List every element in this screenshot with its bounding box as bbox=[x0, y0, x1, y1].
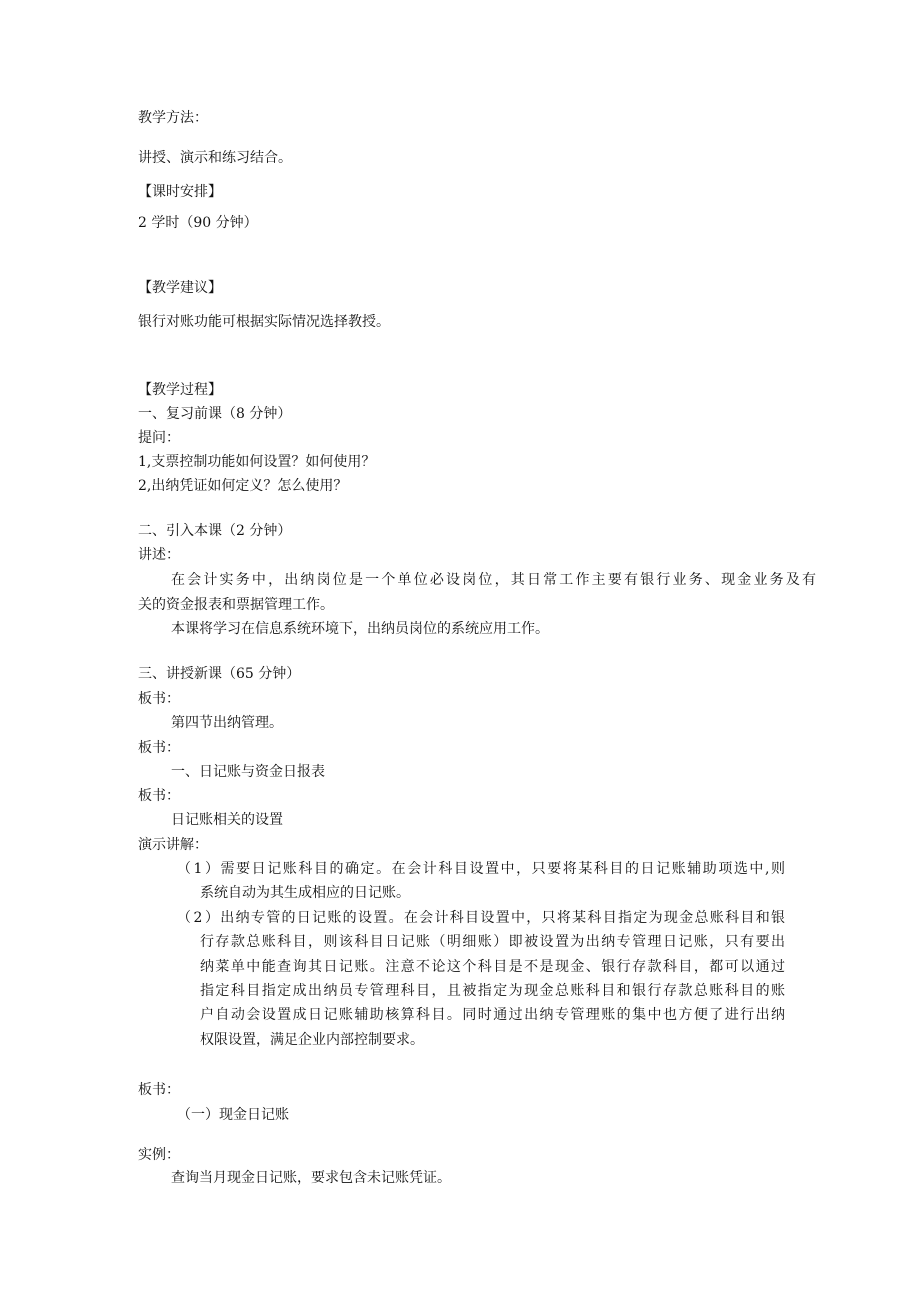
board-label: 板书： bbox=[138, 740, 180, 756]
example-text: 查询当月现金日记账，要求包含未记账凭证。 bbox=[171, 1170, 451, 1186]
question-2: 2,出纳凭证如何定义？怎么使用？ bbox=[138, 478, 348, 494]
narrate-label: 讲述： bbox=[138, 547, 180, 563]
advice-heading: 【教学建议】 bbox=[138, 280, 222, 296]
board-label: 板书： bbox=[138, 788, 180, 804]
list-item-2-line-6: 权限设置，满足企业内部控制要求。 bbox=[200, 1032, 424, 1048]
subsection-title: 一、日记账与资金日报表 bbox=[171, 764, 325, 780]
board-label: 板书： bbox=[138, 1082, 180, 1098]
subsection-setting: 日记账相关的设置 bbox=[171, 812, 283, 828]
method-text: 讲授、演示和练习结合。 bbox=[138, 150, 292, 166]
list-item-number: （2） bbox=[177, 910, 219, 926]
list-item-text: 出纳专管的日记账的设置。在会计科目设置中，只将某科目指定为现金总账科目和银 bbox=[219, 910, 785, 926]
method-label: 教学方法： bbox=[138, 110, 208, 126]
board-label: 板书： bbox=[138, 691, 180, 707]
cash-journal-heading: （一）现金日记账 bbox=[177, 1107, 289, 1123]
list-item-1-line-1 bbox=[177, 859, 785, 879]
list-item-2-line-2: 行存款总账科目，则该科目日记账（明细账）即被设置为出纳专管理日记账，只有要出 bbox=[200, 934, 785, 950]
section-title: 第四节出纳管理。 bbox=[171, 715, 283, 731]
intro-heading: 二、引入本课（2 分钟） bbox=[138, 523, 292, 539]
question-label: 提问： bbox=[138, 430, 180, 446]
list-item-2-line-1 bbox=[177, 908, 785, 928]
schedule-text: 2 学时（90 分钟） bbox=[138, 215, 258, 231]
schedule-heading: 【课时安排】 bbox=[138, 184, 222, 200]
process-heading: 【教学过程】 bbox=[138, 382, 222, 398]
list-item-number: （1） bbox=[177, 861, 219, 877]
list-item-2-line-5: 户自动会设置成日记账辅助核算科目。同时通过出纳专管理账的集中也方便了进行出纳 bbox=[200, 1007, 785, 1023]
review-heading: 一、复习前课（8 分钟） bbox=[138, 406, 292, 422]
example-label: 实例： bbox=[138, 1147, 180, 1163]
new-lesson-heading: 三、讲授新课（65 分钟） bbox=[138, 666, 301, 682]
list-item-text: 需要日记账科目的确定。在会计科目设置中，只要将某科目的日记账辅助项选中,则 bbox=[219, 861, 785, 877]
list-item-1-line-2: 系统自动为其生成相应的日记账。 bbox=[200, 885, 410, 901]
narrate-paragraph-1-line-1: 在会计实务中，出纳岗位是一个单位必设岗位，其日常工作主要有银行业务、现金业务及有 bbox=[171, 572, 816, 588]
narrate-paragraph-1-line-2: 关的资金报表和票据管理工作。 bbox=[138, 597, 334, 613]
narrate-paragraph-2: 本课将学习在信息系统环境下，出纳员岗位的系统应用工作。 bbox=[171, 621, 549, 637]
demo-label: 演示讲解： bbox=[138, 837, 208, 853]
advice-text: 银行对账功能可根据实际情况选择教授。 bbox=[138, 314, 390, 330]
list-item-2-line-4: 指定科目指定成出纳员专管理科目，且被指定为现金总账科目和银行存款总账科目的账 bbox=[200, 983, 785, 999]
list-item-2-line-3: 纳菜单中能查询其日记账。注意不论这个科目是不是现金、银行存款科目，都可以通过 bbox=[200, 959, 785, 975]
question-1: 1,支票控制功能如何设置？如何使用？ bbox=[138, 454, 376, 470]
